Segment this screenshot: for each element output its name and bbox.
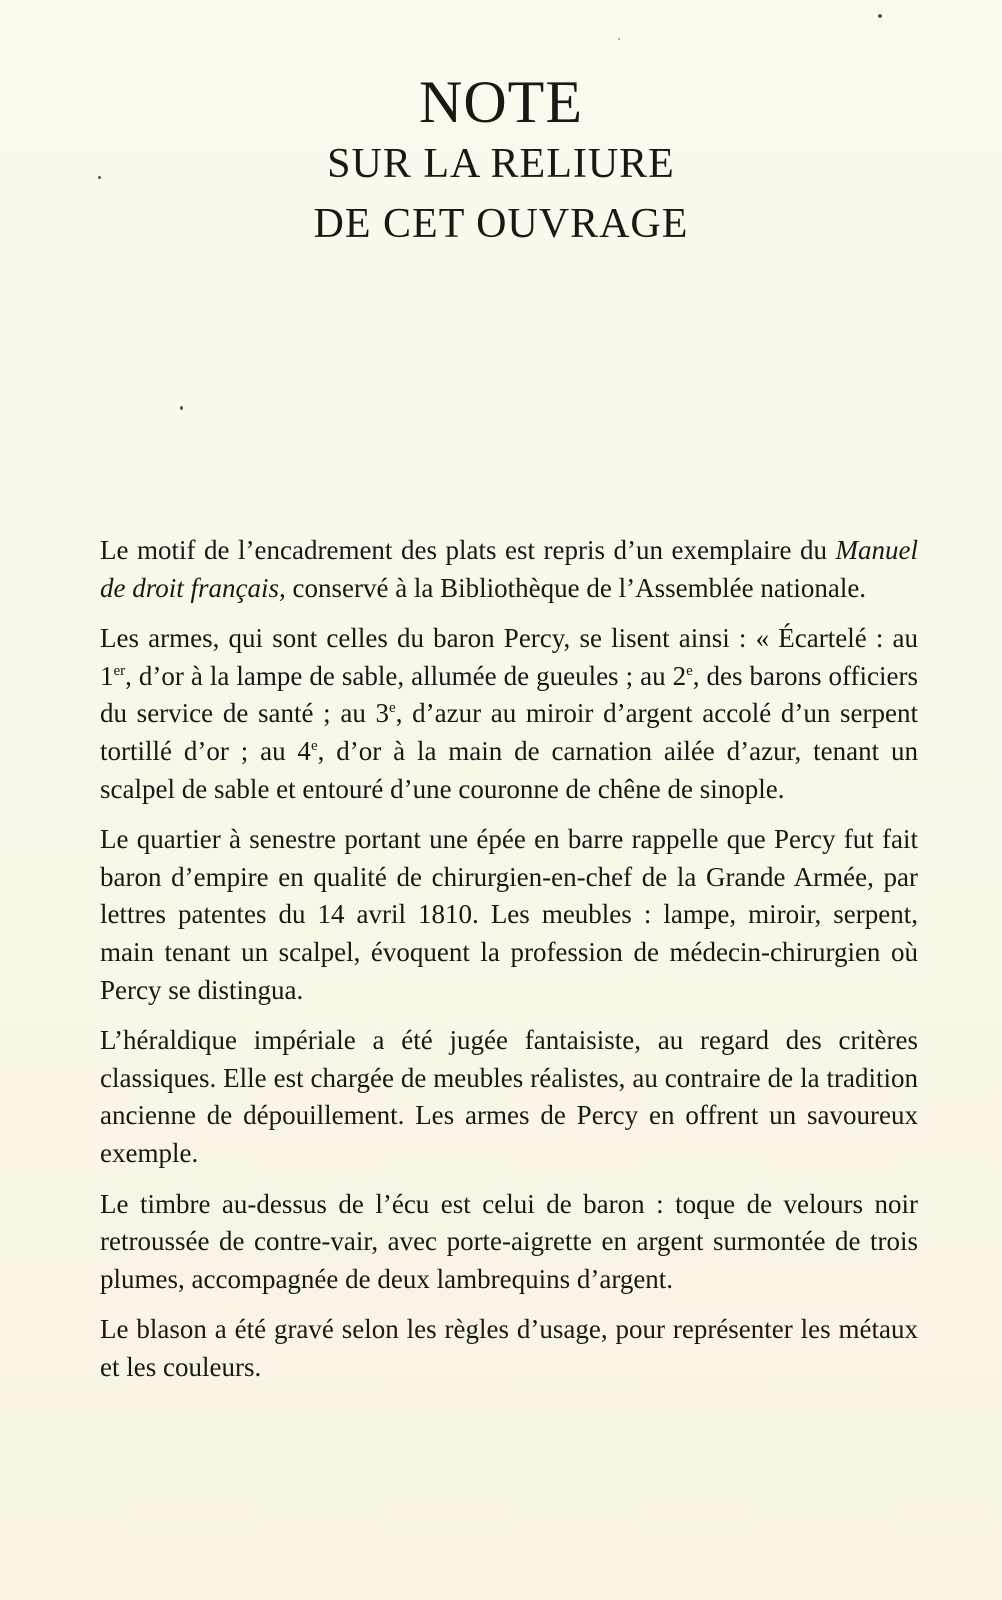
paragraph-text: , d’or à la lampe de sable, allumée de gueules ; au 2 — [125, 660, 687, 691]
paragraph-quarter: Le quartier à senestre portant une épée en barre rappelle que Percy fut fait baron d’empire en qualité de chirurgien-en-chef de la Grande Armée, par lettres patentes du 14 avril 1810. Les meubles : lampe, miroir, serpent, main tenant un scalpel, évoquent la profession de médecin-chirurgien où Percy se distingua. — [100, 824, 918, 1005]
superscript: e — [310, 737, 318, 754]
paper-speck — [878, 14, 882, 18]
paragraph-text: Les armes, qui sont celles du baron Percy, se lisent ainsi : « Écartelé : au 1 — [100, 623, 918, 691]
subtitle-line-1: SUR LA RELIURE — [327, 141, 675, 187]
paper-speck — [618, 38, 620, 40]
page-title: NOTE — [419, 69, 583, 135]
book-title-italic: Manuel de droit français, — [100, 535, 918, 603]
paragraph-timbre: Le timbre au-dessus de l’écu est celui de baron : toque de velours noir retroussée de contre-vair, avec porte-aigrette en argent surmontée de trois plumes, accompagnée de deux lambrequins d’argent. — [100, 1188, 918, 1294]
paragraph-text: Le motif de l’encadrement des plats est repris d’un exemplaire du — [100, 535, 836, 565]
paragraph-text: conservé à la Bibliothèque de l’Assemblée nationale. — [285, 572, 867, 603]
paragraph-heraldry: L’héraldique impériale a été jugée fantaisiste, au regard des critères classiques. Elle est chargée de meubles réalistes, au contraire de la tradition ancienne de dépouillement. Les armes de Percy en offrent un savoureux exemple. — [100, 1025, 918, 1168]
paragraph-arms — [100, 620, 918, 808]
superscript: er — [113, 662, 126, 679]
paragraph-text: , des barons officiers du service de santé ; au 3 — [100, 660, 918, 729]
body-text — [100, 532, 918, 1399]
superscript: e — [389, 700, 396, 717]
subtitle-line-2: DE CET OUVRAGE — [313, 201, 689, 247]
title-block — [0, 70, 1002, 254]
superscript: e — [686, 662, 693, 679]
paragraph-text: , d’azur au miroir d’argent accolé d’un serpent tortillé d’or ; au 4 — [100, 698, 919, 766]
paragraph-blason: Le blason a été gravé selon les règles d’usage, pour représenter les métaux et les couleurs. — [100, 1314, 918, 1382]
paragraph-text: , d’or à la main de carnation ailée d’azur, tenant un scalpel de sable et entouré d’une couronne de chêne de sinople. — [100, 735, 918, 804]
paragraph-binding-motif — [100, 532, 918, 607]
paper-speck — [180, 406, 183, 410]
